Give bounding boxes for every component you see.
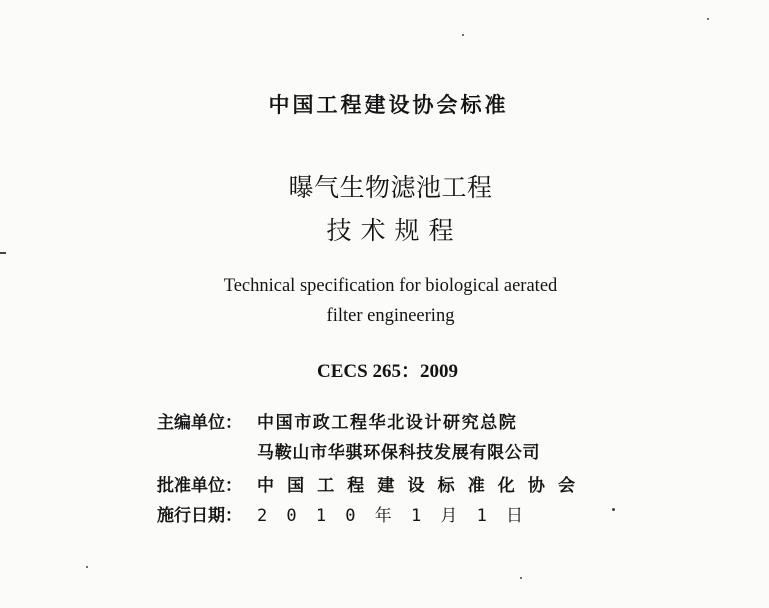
effective-date-label: 施行日期： [157,506,242,526]
chief-editor-label: 主编单位： [157,413,242,433]
organization-standard-title: 中国工程建设协会标准 [268,93,509,117]
document-title-line-1: 曝气生物滤池工程 [288,173,493,202]
english-title-line-1: Technical specification for biological aerated [223,276,558,296]
effective-date-row [157,503,543,529]
standard-code: CECS 265：2009 [317,361,458,382]
approver-row [157,473,589,499]
effective-date-value: 2010年1月1日 [257,506,543,526]
scan-speck [612,508,615,511]
approver-label: 批准单位： [157,476,242,496]
scan-speck [520,577,522,579]
chief-editor-unit-1: 中国市政工程华北设计研究总院 [257,413,518,433]
chief-editor-row [157,410,518,436]
scan-speck [86,566,88,568]
scan-speck [0,252,6,254]
scan-speck [707,18,709,20]
document-title-line-2: 技术规程 [326,216,463,245]
scan-speck [462,34,464,36]
approver-unit: 中国工程建设标准化协会 [257,476,589,496]
english-title-line-2: filter engineering [326,306,455,326]
chief-editor-unit-2: 马鞍山市华骐环保科技发展有限公司 [257,443,541,463]
